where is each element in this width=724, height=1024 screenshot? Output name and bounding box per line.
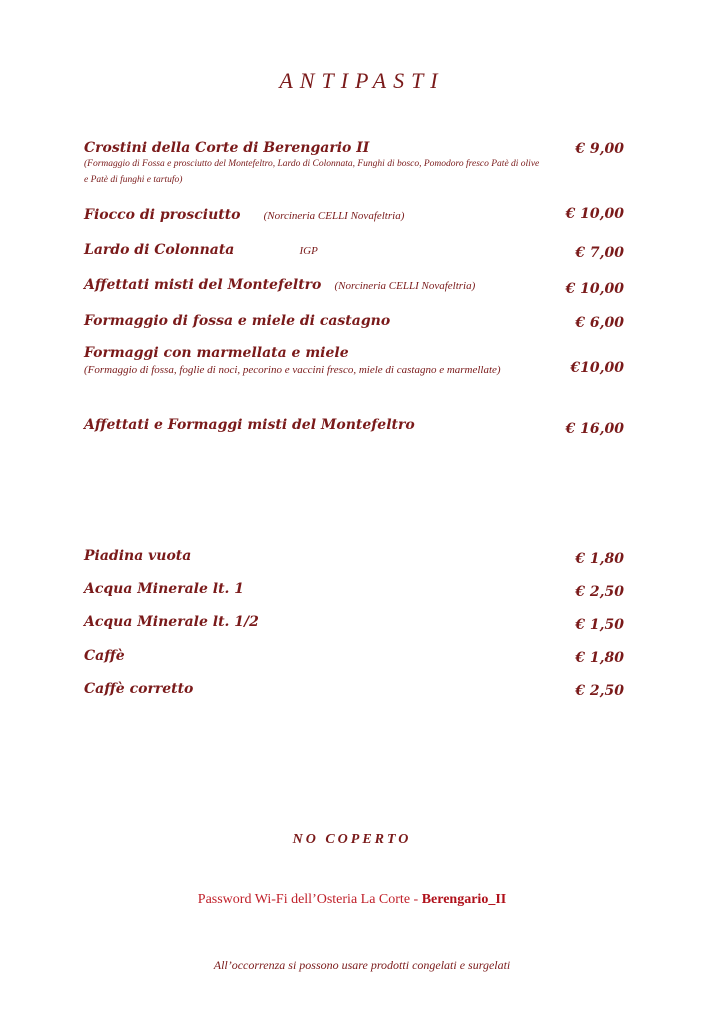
- item-price: € 2,50: [575, 584, 624, 600]
- menu-item: [84, 140, 544, 188]
- item-price: € 2,50: [575, 683, 624, 699]
- item-name: Caffè corretto: [84, 681, 194, 697]
- item-name: Formaggio di fossa e miele di castagno: [84, 313, 391, 329]
- item-price: € 1,50: [575, 617, 624, 633]
- item-price: € 9,00: [575, 141, 624, 157]
- item-note: (Norcineria CELLI Novafeltria): [334, 280, 476, 292]
- footer-note: All’occorrenza si possono usare prodotti congelati e surgelati: [213, 958, 511, 972]
- item-price: € 10,00: [565, 281, 624, 297]
- menu-item: [84, 678, 544, 697]
- item-price: € 10,00: [565, 206, 624, 222]
- item-name: Fiocco di prosciutto: [84, 207, 241, 223]
- menu-item: [84, 611, 544, 630]
- no-coperto-notice: NO COPERTO: [292, 832, 412, 847]
- item-name: Crostini della Corte di Berengario II: [84, 140, 370, 156]
- item-name: Caffè: [84, 648, 125, 664]
- menu-item: [84, 545, 544, 564]
- item-description: (Formaggio di Fossa e prosciutto del Montefeltro, Lardo di Colonnata, Funghi di bosco, Pomodoro fresco Patè di olive e Patè di funghi e tartufo): [84, 159, 540, 185]
- item-note: IGP: [299, 245, 318, 257]
- item-name: Acqua Minerale lt. 1: [84, 581, 245, 597]
- menu-item: [84, 274, 544, 293]
- item-name: Acqua Minerale lt. 1/2: [84, 614, 259, 630]
- item-name: Piadina vuota: [84, 548, 192, 564]
- wifi-password: Berengario_II: [421, 892, 507, 907]
- item-price: €10,00: [570, 360, 624, 376]
- page-title: ANTIPASTI: [279, 68, 445, 93]
- menu-item: [84, 645, 544, 664]
- item-price: € 6,00: [575, 315, 624, 331]
- wifi-label: Password Wi-Fi dell’Osteria La Corte -: [197, 892, 422, 907]
- item-name: Lardo di Colonnata: [84, 242, 235, 258]
- wifi-notice: [0, 892, 704, 908]
- menu-item: [84, 204, 544, 223]
- menu-item: [84, 414, 544, 433]
- item-price: € 7,00: [575, 245, 624, 261]
- menu-item: [84, 345, 544, 379]
- item-name: Affettati misti del Montefeltro: [84, 277, 322, 293]
- menu-item: [84, 578, 544, 597]
- item-name: Affettati e Formaggi misti del Montefeltro: [84, 417, 415, 433]
- item-price: € 1,80: [575, 650, 624, 666]
- menu-item: [84, 310, 544, 329]
- item-description: (Formaggio di fossa, foglie di noci, pecorino e vaccini fresco, miele di castagno e marmellate): [84, 364, 501, 376]
- item-name: Formaggi con marmellata e miele: [84, 345, 349, 361]
- menu-item: [84, 239, 544, 258]
- item-note: (Norcineria CELLI Novafeltria): [263, 210, 405, 222]
- item-price: € 1,80: [575, 551, 624, 567]
- item-price: € 16,00: [565, 421, 624, 437]
